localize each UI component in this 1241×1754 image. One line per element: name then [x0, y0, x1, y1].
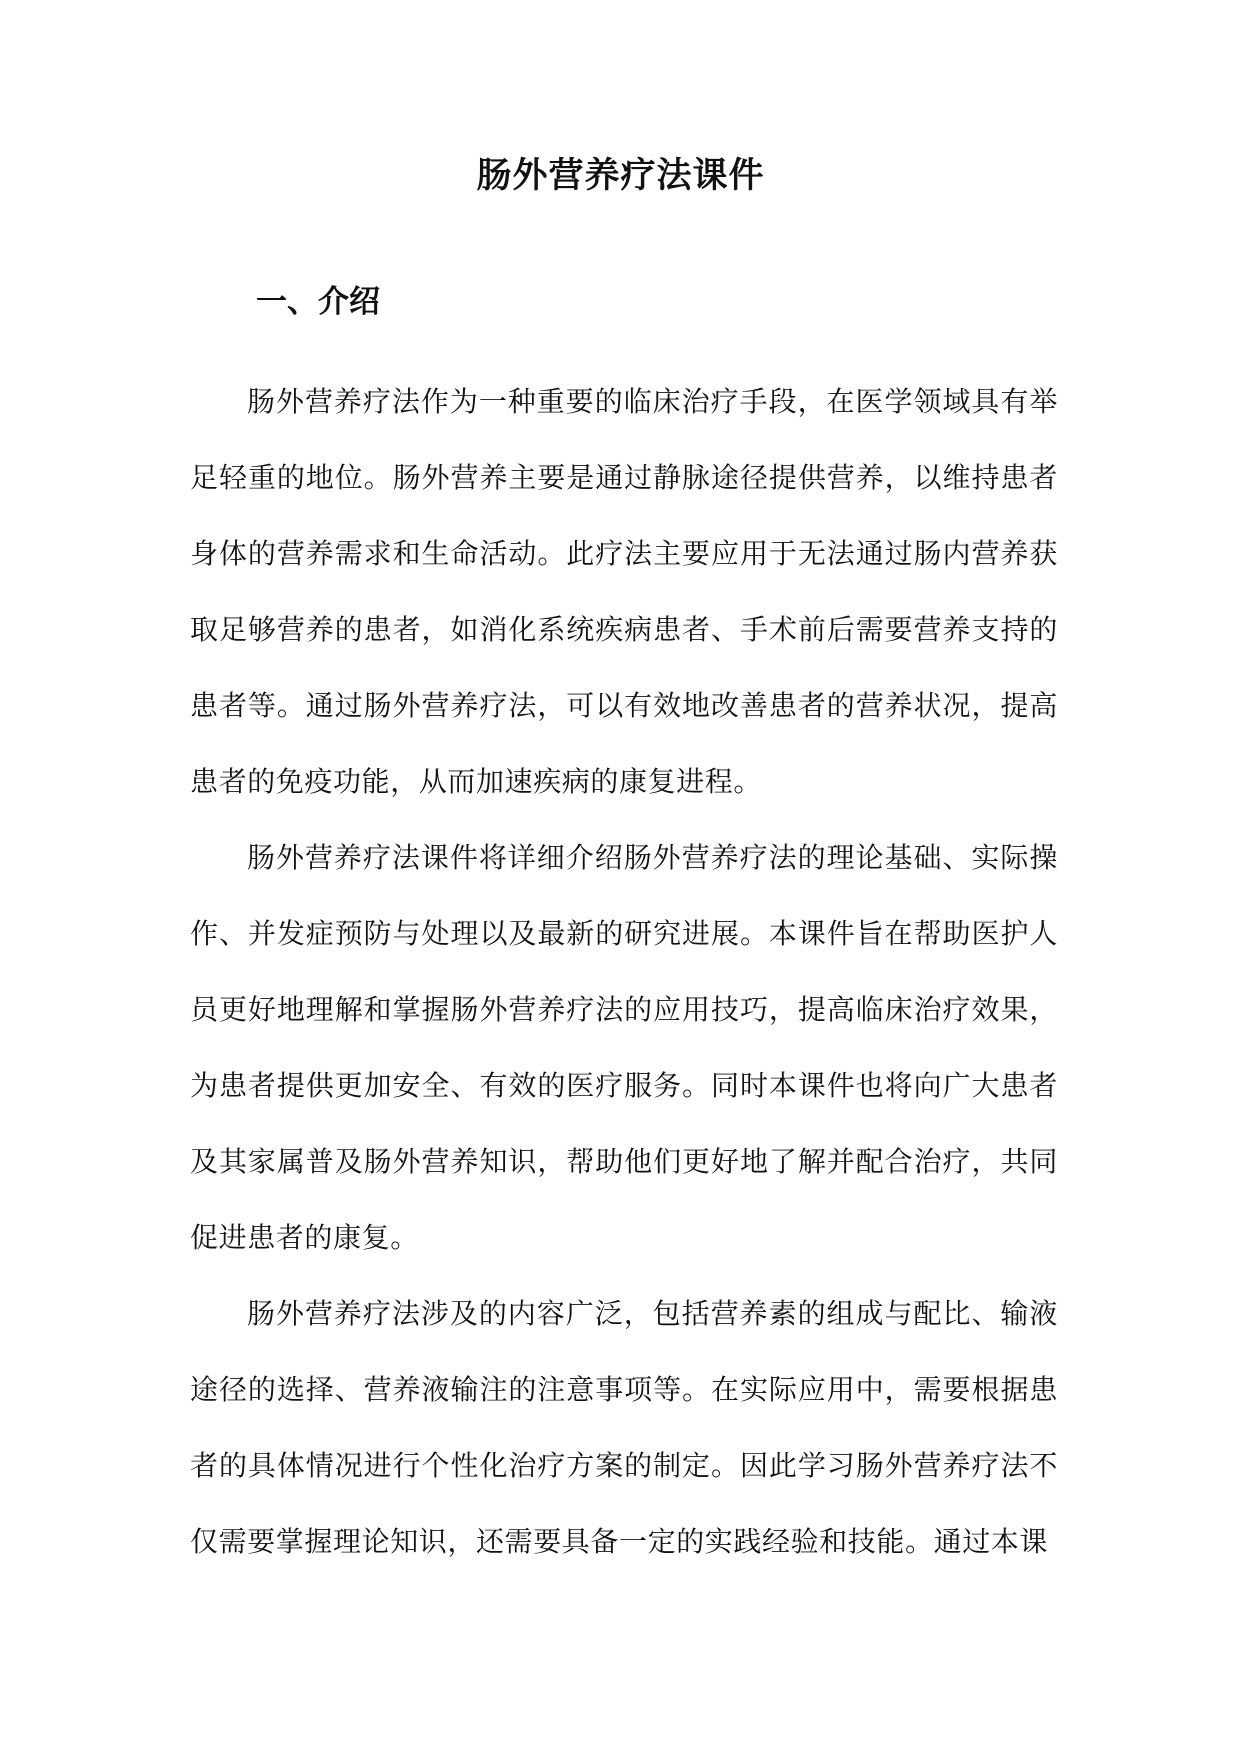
section-body [190, 364, 1058, 1580]
paragraph-1: 肠外营养疗法作为一种重要的临床治疗手段，在医学领域具有举足轻重的地位。肠外营养主要是通过静脉途径提供营养，以维持患者身体的营养需求和生命活动。此疗法主要应用于无法通过肠内营养获取足够营养的患者，如消化系统疾病患者、手术前后需要营养支持的患者等。通过肠外营养疗法，可以有效地改善患者的营养状况，提高患者的免疫功能，从而加速疾病的康复进程。 [190, 385, 1058, 798]
paragraph-3: 肠外营养疗法涉及的内容广泛，包括营养素的组成与配比、输液途径的选择、营养液输注的注意事项等。在实际应用中，需要根据患者的具体情况进行个性化治疗方案的制定。因此学习肠外营养疗法不仅需要掌握理论知识，还需要具备一定的实践经验和技能。通过本课 [190, 1297, 1058, 1558]
section-heading-introduction: 一、介绍 [256, 284, 380, 320]
paragraph-2: 肠外营养疗法课件将详细介绍肠外营养疗法的理论基础、实际操作、并发症预防与处理以及最新的研究进展。本课件旨在帮助医护人员更好地理解和掌握肠外营养疗法的应用技巧，提高临床治疗效果，为患者提供更加安全、有效的医疗服务。同时本课件也将向广大患者及其家属普及肠外营养知识，帮助他们更好地了解并配合治疗，共同促进患者的康复。 [190, 841, 1058, 1254]
document-title: 肠外营养疗法课件 [476, 155, 765, 196]
